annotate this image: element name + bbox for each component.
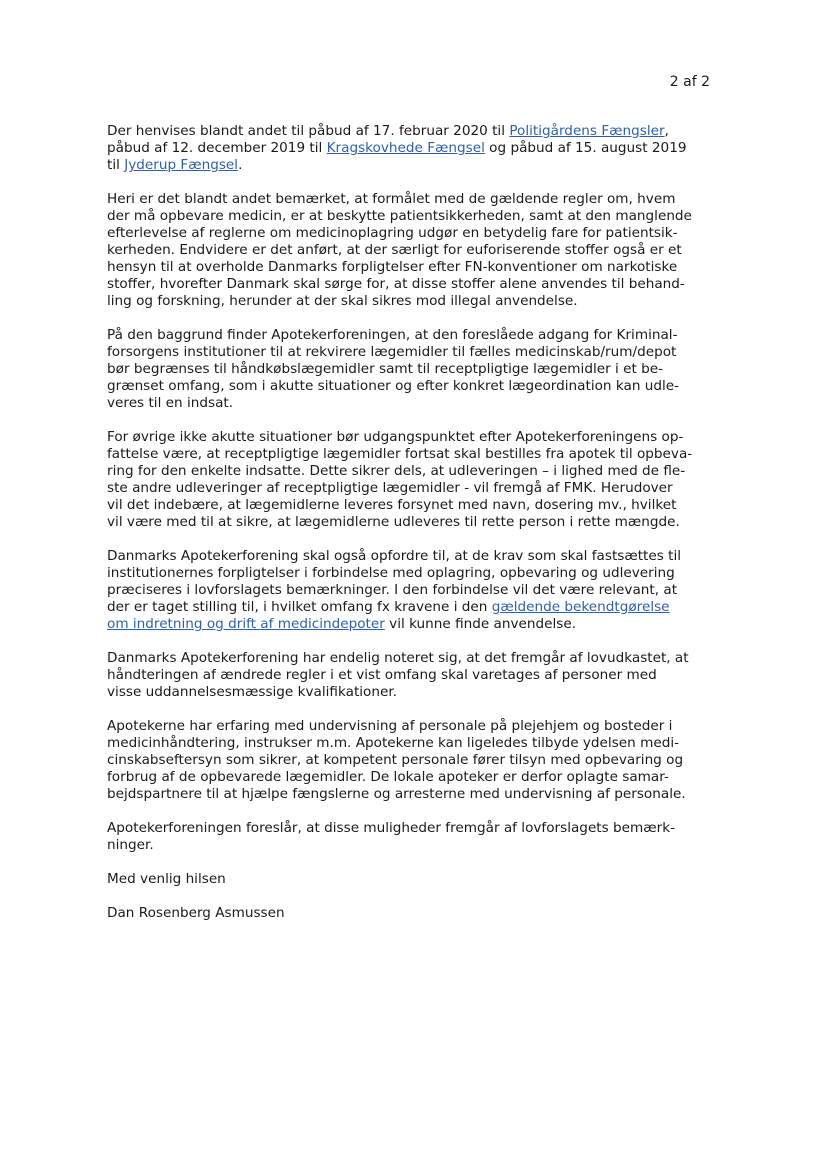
link-kragskovhede-faengsel[interactable]: Kragskovhede Fængsel <box>326 140 485 156</box>
text: . <box>238 157 243 173</box>
text-line: Danmarks Apotekerforening skal også opfordre til, at de krav som skal fastsættes til <box>107 548 682 564</box>
text-line: ste andre udleveringer af receptpligtige lægemidler - vil fremgå af FMK. Herudover <box>107 480 673 496</box>
text-line: vil være med til at sikre, at lægemidlerne udleveres til rette person i rette mængde. <box>107 514 680 530</box>
paragraph-references <box>107 123 719 174</box>
text-line: Apotekerne har erfaring med undervisning af personale på plejehjem og bosteder i <box>107 718 673 734</box>
text-line: grænset omfang, som i akutte situationer og efter konkret lægeordination kan udle- <box>107 378 680 394</box>
text-line: stoffer, hvorefter Danmark skal sørge for, at disse stoffer alene anvendes til behand- <box>107 276 685 292</box>
link-jyderup-faengsel[interactable]: Jyderup Fængsel <box>124 157 239 173</box>
text-line: håndteringen af ændrede regler i et vist omfang skal varetages af personer med <box>107 667 657 683</box>
text-line: forbrug af de opbevarede lægemidler. De lokale apoteker er derfor oplagte samar- <box>107 769 669 785</box>
text-line: forsorgens institutioner til at rekvirere lægemidler til fælles medicinskab/rum/depot <box>107 344 677 360</box>
letter-body <box>107 123 719 939</box>
link-bekendtgoerelse-part-2[interactable]: om indretning og drift af medicindepoter <box>107 616 385 632</box>
paragraph-pharmacy-experience <box>107 718 719 803</box>
text: Der henvises blandt andet til påbud af 17. februar 2020 til <box>107 123 510 139</box>
text-line: Apotekerforeningen foreslår, at disse muligheder fremgår af lovforslagets bemærk- <box>107 820 675 836</box>
paragraph-purpose <box>107 191 719 310</box>
closing-greeting: Med venlig hilsen <box>107 871 226 887</box>
text: til <box>107 157 125 173</box>
text-line: medicinhåndtering, instrukser m.m. Apotekerne kan ligeledes tilbyde ydelsen medi- <box>107 735 679 751</box>
text-line: kerheden. Endvidere er det anført, at der særligt for euforiserende stoffer også er et <box>107 242 682 258</box>
text-line: bejdspartnere til at hjælpe fængslerne og arresterne med undervisning af personale. <box>107 786 686 802</box>
text-line: veres til en indsat. <box>107 395 234 411</box>
text-line: institutionernes forpligtelser i forbindelse med oplagring, opbevaring og udlevering <box>107 565 675 581</box>
text: og påbud af 15. august 2019 <box>484 140 687 156</box>
text-line: hensyn til at overholde Danmarks forpligtelser efter FN-konventioner om narkotiske <box>107 259 678 275</box>
text-line: præciseres i lovforslagets bemærkninger. I den forbindelse vil det være relevant, at <box>107 582 678 598</box>
text-line: bør begrænses til håndkøbslægemidler samt til receptpligtige lægemidler i et be- <box>107 361 664 377</box>
paragraph-requirements <box>107 548 719 633</box>
signature-name: Dan Rosenberg Asmussen <box>107 905 285 921</box>
link-politigaardens-faengsler[interactable]: Politigårdens Fængsler <box>509 123 665 139</box>
text-line: ninger. <box>107 837 154 853</box>
text-line: vil det indebære, at lægemidlerne leveres forsynet med navn, dosering mv., hvilket <box>107 497 677 513</box>
paragraph-restriction <box>107 327 719 412</box>
paragraph-qualifications <box>107 650 719 701</box>
paragraph-proposal <box>107 820 719 854</box>
text-line: Danmarks Apotekerforening har endelig noteret sig, at det fremgår af lovudkastet, at <box>107 650 689 666</box>
text-line: ling og forskning, herunder at der skal sikres mod illegal anvendelse. <box>107 293 578 309</box>
text-line: der er taget stilling til, i hvilket omfang fx kravene i den <box>107 599 492 615</box>
text-line: efterlevelse af reglerne om medicinoplagring udgør en betydelig fare for patientsik- <box>107 225 678 241</box>
text-line: På den baggrund finder Apotekerforeningen, at den foreslåede adgang for Kriminal- <box>107 327 678 343</box>
text: påbud af 12. december 2019 til <box>107 140 327 156</box>
text-line: ring for den enkelte indsatte. Dette sikrer dels, at udleveringen – i lighed med de fle- <box>107 463 686 479</box>
text-line: Heri er det blandt andet bemærket, at formålet med de gældende regler om, hvem <box>107 191 676 207</box>
text: vil kunne finde anvendelse. <box>384 616 577 632</box>
text-line: For øvrige ikke akutte situationer bør udgangspunktet efter Apotekerforeningens op- <box>107 429 684 445</box>
page-number: 2 af 2 <box>669 74 710 90</box>
text-line: fattelse være, at receptpligtige lægemidler fortsat skal bestilles fra apotek til opbeva- <box>107 446 693 462</box>
link-bekendtgoerelse-part-1[interactable]: gældende bekendtgørelse <box>491 599 670 615</box>
text-line: der må opbevare medicin, er at beskytte patientsikkerheden, samt at den manglende <box>107 208 692 224</box>
text-line: cinskabseftersyn som sikrer, at kompetent personale fører tilsyn med opbevaring og <box>107 752 684 768</box>
text-line: visse uddannelsesmæssige kvalifikationer. <box>107 684 398 700</box>
paragraph-non-acute <box>107 429 719 531</box>
text: , <box>664 123 669 139</box>
